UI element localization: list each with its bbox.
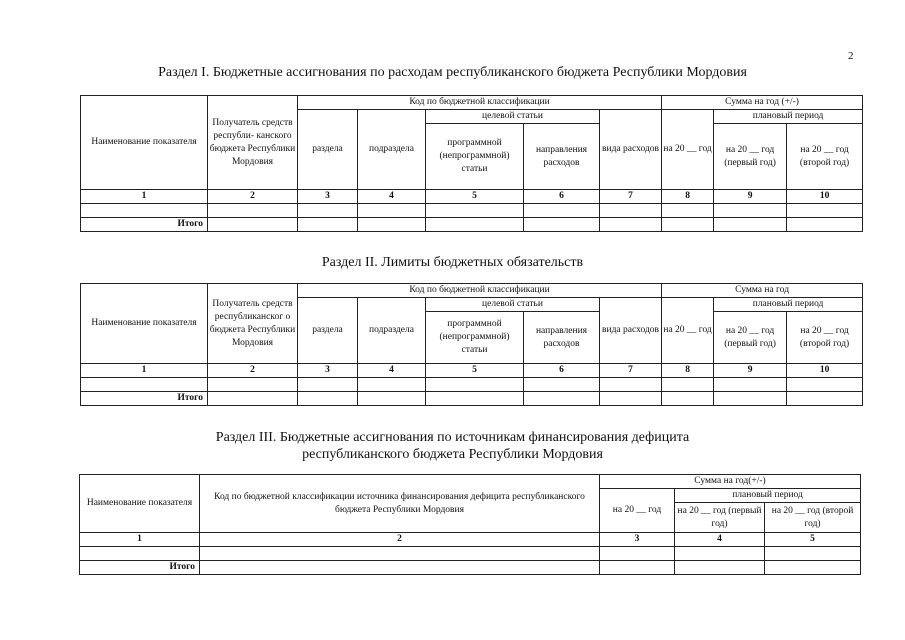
total-label: Итого: [81, 218, 208, 232]
col-number: 10: [787, 364, 863, 378]
header-sum-group: Сумма на год(+/-): [600, 475, 861, 489]
header-direction: направления расходов: [524, 312, 600, 364]
col-number: 8: [662, 190, 714, 204]
col-number: 8: [662, 364, 714, 378]
header-second-year: на 20 __ год (второй год): [787, 124, 863, 190]
col-number: 9: [714, 364, 787, 378]
header-planned-period: плановый период: [714, 110, 863, 124]
table-row: [81, 204, 863, 218]
section3-table: [79, 474, 861, 575]
page-number: 2: [848, 50, 854, 62]
header-sum-group: Сумма на год: [662, 284, 863, 298]
total-label: Итого: [81, 392, 208, 406]
section1-table: [80, 95, 863, 232]
col-number: 7: [600, 190, 662, 204]
header-code-group: Код по бюджетной классификации: [298, 284, 662, 298]
col-number: 7: [600, 364, 662, 378]
col-number: 3: [298, 190, 358, 204]
col-number: 2: [208, 364, 298, 378]
header-recipient: Получатель средств республи- канского бюджета Республики Мордовия: [208, 96, 298, 190]
section2-title: Раздел II. Лимиты бюджетных обязательств: [321, 255, 584, 270]
header-name: Наименование показателя: [81, 284, 208, 364]
section3-title-line1: Раздел III. Бюджетные ассигнования по источникам финансирования дефицита: [215, 430, 690, 445]
header-code: Код по бюджетной классификации источника финансирования дефицита республиканского бюджета Республики Мордовия: [200, 475, 600, 533]
header-sum-group: Сумма на год (+/-): [662, 96, 863, 110]
section3-title-line2: республиканского бюджета Республики Мордовия: [302, 447, 603, 462]
header-second-year: на 20 __ год (второй год): [787, 312, 863, 364]
col-number: 9: [714, 190, 787, 204]
header-planned-period: плановый период: [714, 298, 863, 312]
col-number: 6: [524, 190, 600, 204]
col-number: 10: [787, 190, 863, 204]
header-subsection: подраздела: [358, 110, 426, 190]
header-code-group: Код по бюджетной классификации: [298, 96, 662, 110]
header-first-year: на 20 __ год (первый год): [714, 124, 787, 190]
header-subsection: подраздела: [358, 298, 426, 364]
col-number: 1: [81, 190, 208, 204]
col-number: 4: [675, 533, 765, 547]
header-year: на 20 __ год: [662, 110, 714, 190]
header-first-year: на 20 __ год (первый год): [714, 312, 787, 364]
total-row: [81, 218, 863, 232]
table-row: [81, 378, 863, 392]
header-year: на 20 __ год: [600, 489, 675, 533]
col-number: 5: [426, 364, 524, 378]
header-program: программной (непрограммной) статьи: [426, 124, 524, 190]
total-row: [81, 392, 863, 406]
col-number: 3: [600, 533, 675, 547]
section1-title: Раздел I. Бюджетные ассигнования по расходам республиканского бюджета Республики Мордовия: [158, 65, 747, 80]
header-program: программной (непрограммной) статьи: [426, 312, 524, 364]
col-number: 3: [298, 364, 358, 378]
col-number: 2: [208, 190, 298, 204]
header-recipient: Получатель средств республиканског о бюджета Республики Мордовия: [208, 284, 298, 364]
header-target-article: целевой статьи: [426, 110, 600, 124]
header-section: раздела: [298, 110, 358, 190]
col-number: 2: [200, 533, 600, 547]
header-name: Наименование показателя: [80, 475, 200, 533]
col-number: 1: [81, 364, 208, 378]
col-number: 1: [80, 533, 200, 547]
header-year: на 20 __ год: [662, 298, 714, 364]
section2-table: [80, 283, 863, 406]
header-type: вида расходов: [600, 298, 662, 364]
col-number: 4: [358, 364, 426, 378]
col-number: 4: [358, 190, 426, 204]
total-row: [80, 561, 861, 575]
header-section: раздела: [298, 298, 358, 364]
header-target-article: целевой статьи: [426, 298, 600, 312]
total-label: Итого: [80, 561, 200, 575]
header-name: Наименование показателя: [81, 96, 208, 190]
header-type: вида расходов: [600, 110, 662, 190]
header-first-year: на 20 __ год (первый год): [675, 503, 765, 533]
header-direction: направления расходов: [524, 124, 600, 190]
header-second-year: на 20 __ год (второй год): [765, 503, 861, 533]
col-number: 5: [765, 533, 861, 547]
header-planned-period: плановый период: [675, 489, 861, 503]
table-row: [80, 547, 861, 561]
col-number: 5: [426, 190, 524, 204]
col-number: 6: [524, 364, 600, 378]
